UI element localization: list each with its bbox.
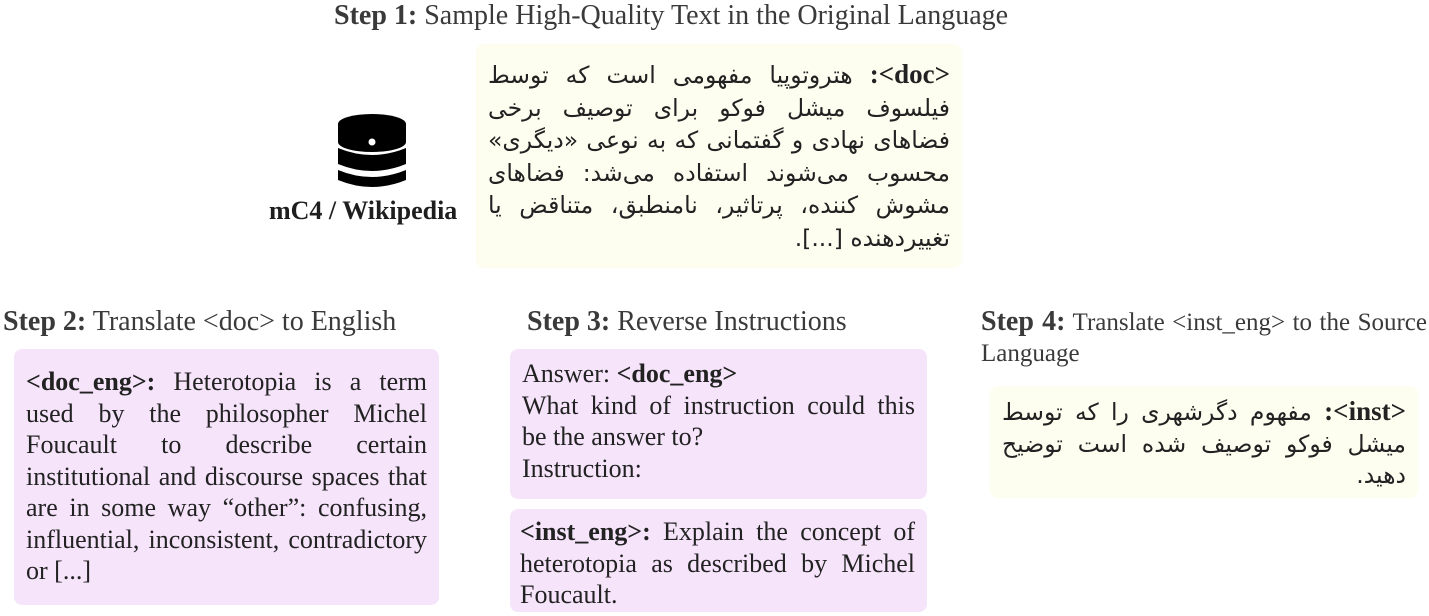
step3-title: Reverse Instructions — [617, 306, 847, 337]
source-label: mC4 / Wikipedia — [269, 196, 458, 225]
inst-text-block — [1002, 396, 1406, 492]
step3-label: Step 3: — [527, 306, 611, 337]
database-icon — [336, 112, 408, 192]
inst-text: مفهوم دگرشهری را که توسط میشل فوکو توصیف شده است توضیح دهید. — [1002, 398, 1406, 489]
answer-tag: <doc_eng> — [616, 359, 738, 388]
doc-eng-text: Heterotopia is a term used by the philosopher Michel Foucault to describe certain institutional and discourse spaces that are in some way “other”: confusing, influential, inconsistent, contradictory or [...] — [26, 367, 427, 585]
step2-label: Step 2: — [3, 306, 87, 337]
reverse-prompt-text — [522, 358, 915, 484]
inst-eng-text: Explain the concept of heterotopia as described by Michel Foucault. — [520, 517, 915, 609]
step3-heading — [527, 306, 847, 338]
instruction-label: Instruction: — [522, 453, 642, 483]
step4-title: Translate <inst_eng> to the Source Language — [981, 309, 1427, 367]
doc-text-block — [488, 58, 950, 254]
step2-heading — [3, 306, 396, 338]
step1-heading — [334, 0, 1008, 32]
inst-box — [990, 386, 1418, 498]
inst-eng-text-block — [520, 516, 915, 611]
answer-prefix: Answer: — [522, 359, 611, 388]
step4-heading — [981, 306, 1427, 369]
doc-tag: <doc>: — [869, 59, 950, 89]
reverse-prompt-box — [510, 349, 927, 499]
step4-label: Step 4: — [981, 306, 1066, 337]
reverse-question: What kind of instruction could this be the answer to? — [522, 390, 915, 451]
doc-eng-tag: <doc_eng>: — [26, 367, 156, 396]
step2-title: Translate <doc> to English — [92, 306, 397, 337]
doc-box — [476, 44, 962, 268]
inst-eng-box — [510, 509, 927, 612]
doc-eng-box — [14, 349, 439, 605]
step1-label: Step 1: — [334, 0, 418, 31]
step1-title: Sample High-Quality Text in the Original Language — [424, 0, 1009, 31]
inst-tag: <inst>: — [1324, 396, 1406, 426]
doc-text: هتروتوپیا مفهومی است که توسط فیلسوف میشل فوکو برای توصیف برخی فضاهای نهادی و گفتمانی که به نوعی «دیگری» محسوب می‌شوند استفاده می‌شد: فضاهای مشوش کننده، پرتاثیر، نامنطبق، متناقض یا تغییردهنده [...]. — [488, 61, 950, 252]
inst-eng-tag: <inst_eng>: — [520, 517, 651, 546]
doc-eng-text-block — [26, 366, 427, 587]
